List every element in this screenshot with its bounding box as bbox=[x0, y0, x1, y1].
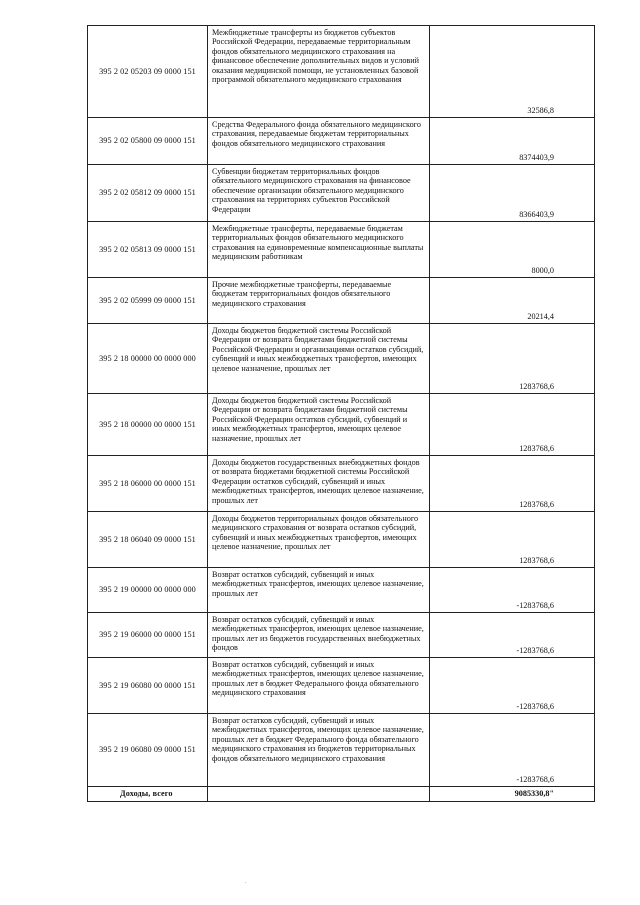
amount: 1283768,6 bbox=[430, 512, 595, 568]
table-row bbox=[88, 394, 595, 456]
amount: -1283768,6 bbox=[430, 568, 595, 613]
amount: 1283768,6 bbox=[430, 324, 595, 394]
revenue-description: Доходы бюджетов территориальных фондов обязательного медицинского страхования от возврата остатков субсидий, субвенций и иных межбюджетных трансфертов, имеющих целевое назначение, прошлых лет bbox=[208, 512, 430, 568]
revenue-description: Прочие межбюджетные трансферты, передаваемые бюджетам территориальных фондов обязательного медицинского страхования bbox=[208, 278, 430, 324]
revenue-description: Доходы бюджетов бюджетной системы Российской Федерации от возврата бюджетами бюджетной системы Российской Федерации и организациями остатков субсидий, субвенций и иных межбюджетных трансфертов, имеющих целевое назначение, прошлых лет bbox=[208, 324, 430, 394]
budget-code: 395 2 19 06080 09 0000 151 bbox=[88, 714, 208, 787]
table-row bbox=[88, 222, 595, 278]
table-row bbox=[88, 613, 595, 658]
revenue-description: Доходы бюджетов бюджетной системы Российской Федерации от возврата бюджетами бюджетной системы Российской Федерации остатков субсидий, субвенций и иных межбюджетных трансфертов, имеющих целевое назначение, прошлых лет bbox=[208, 394, 430, 456]
table-row bbox=[88, 714, 595, 787]
revenue-table-body bbox=[88, 26, 595, 802]
table-row bbox=[88, 324, 595, 394]
budget-code: 395 2 02 05813 09 0000 151 bbox=[88, 222, 208, 278]
budget-code: 395 2 19 06000 00 0000 151 bbox=[88, 613, 208, 658]
amount: 32586,8 bbox=[430, 26, 595, 118]
amount: 20214,4 bbox=[430, 278, 595, 324]
revenue-description: Межбюджетные трансферты из бюджетов субъектов Российской Федерации, передаваемые территориальным фондов обязательного медицинского страхования на финансовое обеспечение дополнительных видов и условий оказания медицинской помощи, не установленных базовой программой обязательного медицинского страхования bbox=[208, 26, 430, 118]
amount: -1283768,6 bbox=[430, 658, 595, 714]
table-row bbox=[88, 456, 595, 512]
table-row bbox=[88, 278, 595, 324]
table-row bbox=[88, 165, 595, 222]
budget-code: 395 2 18 06040 09 0000 151 bbox=[88, 512, 208, 568]
revenue-description: Возврат остатков субсидий, субвенций и иных межбюджетных трансфертов, имеющих целевое назначение, прошлых лет в бюджет Федерального фонда обязательного медицинского страхования bbox=[208, 658, 430, 714]
table-row bbox=[88, 568, 595, 613]
revenue-table bbox=[87, 25, 595, 802]
table-row bbox=[88, 512, 595, 568]
revenue-description: Возврат остатков субсидий, субвенций и иных межбюджетных трансфертов, имеющих целевое назначение, прошлых лет из бюджетов государственных внебюджетных фондов bbox=[208, 613, 430, 658]
amount: 1283768,6 bbox=[430, 456, 595, 512]
budget-code: 395 2 19 00000 00 0000 000 bbox=[88, 568, 208, 613]
budget-code: 395 2 19 06080 00 0000 151 bbox=[88, 658, 208, 714]
amount: 8366403,9 bbox=[430, 165, 595, 222]
budget-code: 395 2 18 00000 00 0000 151 bbox=[88, 394, 208, 456]
revenue-description: Средства Федерального фонда обязательного медицинского страхования, передаваемые бюджетам территориальных фондов обязательного медицинского страхования bbox=[208, 118, 430, 165]
table-row bbox=[88, 26, 595, 118]
amount: 8000,0 bbox=[430, 222, 595, 278]
budget-code: 395 2 02 05812 09 0000 151 bbox=[88, 165, 208, 222]
amount: -1283768,6 bbox=[430, 613, 595, 658]
revenue-description: Доходы бюджетов государственных внебюджетных фондов от возврата бюджетами бюджетной системы Российской Федерации остатков субсидий, субвенций и иных межбюджетных трансфертов, имеющих целевое назначение, прошлых лет bbox=[208, 456, 430, 512]
total-description bbox=[208, 787, 430, 802]
budget-code: 395 2 02 05800 09 0000 151 bbox=[88, 118, 208, 165]
revenue-description: Субвенции бюджетам территориальных фондов обязательного медицинского страхования на финансовое обеспечение организации обязательного медицинского страхования на территориях субъектов Российской Федерации bbox=[208, 165, 430, 222]
total-label: Доходы, всего bbox=[88, 787, 208, 802]
total-row bbox=[88, 787, 595, 802]
amount: 8374403,9 bbox=[430, 118, 595, 165]
revenue-description: Возврат остатков субсидий, субвенций и иных межбюджетных трансфертов, имеющих целевое назначение, прошлых лет bbox=[208, 568, 430, 613]
budget-code: 395 2 18 06000 00 0000 151 bbox=[88, 456, 208, 512]
amount: 1283768,6 bbox=[430, 394, 595, 456]
budget-code: 395 2 18 00000 00 0000 000 bbox=[88, 324, 208, 394]
total-amount: 9085330,8" bbox=[430, 787, 595, 802]
budget-code: 395 2 02 05999 09 0000 151 bbox=[88, 278, 208, 324]
budget-code: 395 2 02 05203 09 0000 151 bbox=[88, 26, 208, 118]
revenue-description: Возврат остатков субсидий, субвенций и иных межбюджетных трансфертов, имеющих целевое назначение, прошлых лет в бюджет Федерального фонда обязательного медицинского страхования из бюджетов территориальных фондов обязательного медицинского страхования bbox=[208, 714, 430, 787]
revenue-description: Межбюджетные трансферты, передаваемые бюджетам территориальных фондов обязательного медицинского страхования на единовременные компенсационные выплаты медицинским работникам bbox=[208, 222, 430, 278]
amount: -1283768,6 bbox=[430, 714, 595, 787]
table-row bbox=[88, 118, 595, 165]
table-row bbox=[88, 658, 595, 714]
stray-mark: . bbox=[245, 879, 247, 885]
